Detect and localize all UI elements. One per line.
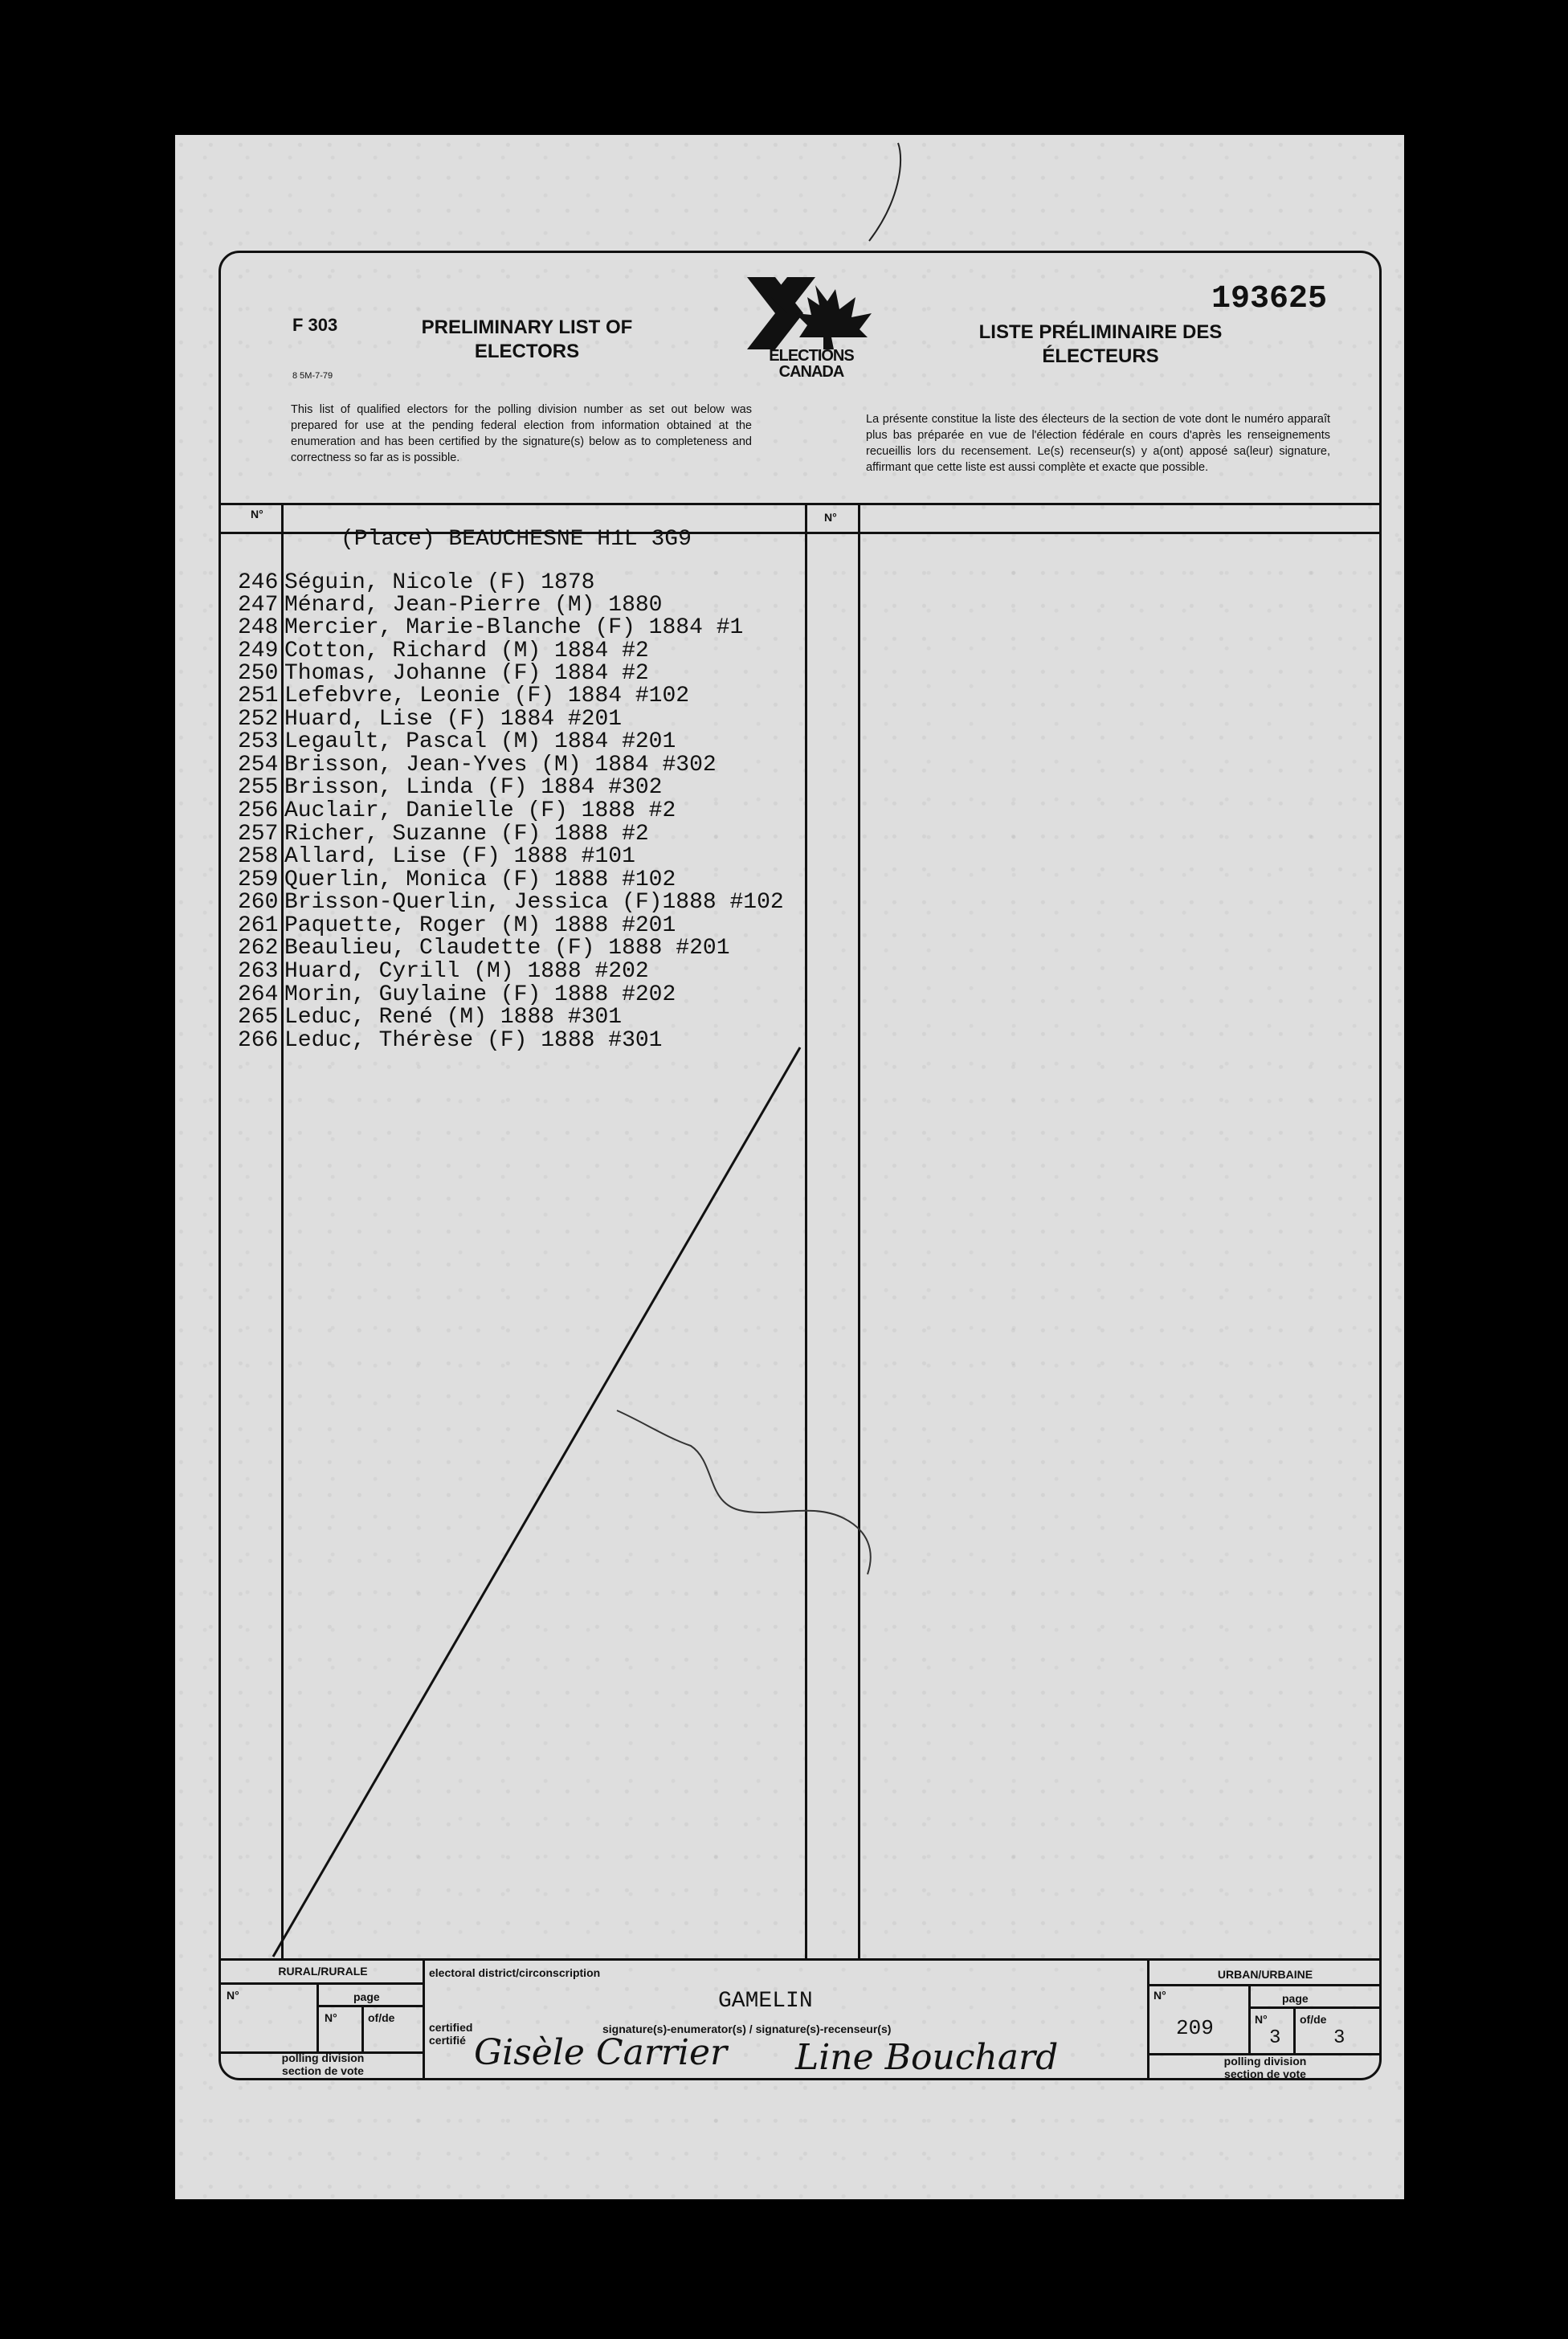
- rural-page-of-label: of/de: [368, 2011, 395, 2024]
- form-code: F 303: [292, 315, 338, 335]
- urban-label-divider: [1147, 1984, 1382, 1986]
- list-item: 252 Huard, Lise (F) 1884 #201: [238, 707, 623, 732]
- rural-page-label: page: [353, 1990, 380, 2003]
- list-item: 262 Beaulieu, Claudette (F) 1888 #201: [238, 936, 730, 961]
- intro-text-en: This list of qualified electors for the polling division number as set out below was prepared for use at the pending federal election from information obtained at the enumeration and has been certified by the signature(s) below as to completeness and correctness so far as is possible.: [291, 403, 752, 464]
- signature-label: signature(s)-enumerator(s) / signature(s)-recenseur(s): [602, 2023, 892, 2035]
- list-item: 251 Lefebvre, Leonie (F) 1884 #102: [238, 684, 690, 708]
- intro-text-fr: La présente constitue la liste des électeurs de la section de vote dont le numéro apparaît plus bas préparée en vue de l'élection fédérale en cours d'après les renseignements recueillis lors du recensement. Le(s) recenseur(s) y a(ont) apposé sa(leur) signature, affirmant que cette liste est aussi complète et exacte que possible.: [866, 413, 1330, 474]
- urban-page-of-value: 3: [1333, 2027, 1345, 2049]
- place-line: (Place) BEAUCHESNE H1L 3G9: [341, 527, 692, 552]
- footer-top-divider: [218, 1958, 1382, 1961]
- col-no-label: N°: [251, 508, 263, 520]
- rural-section-de-vote: section de vote: [282, 2064, 364, 2077]
- rural-label-divider: [218, 1982, 424, 1985]
- title-fr-line1: LISTE PRÉLIMINAIRE DES: [978, 321, 1223, 343]
- rural-label: RURAL/RURALE: [278, 1965, 368, 1978]
- urban-page-no-label: N°: [1255, 2013, 1268, 2026]
- urban-page-no-value: 3: [1269, 2027, 1281, 2049]
- electoral-district-label: electoral district/circonscription: [429, 1966, 601, 1979]
- list-item: 259 Querlin, Monica (F) 1888 #102: [238, 867, 676, 892]
- rural-no-label: N°: [227, 1989, 239, 2002]
- rural-page-rule: [316, 1984, 319, 2051]
- rural-page-no-label: N°: [325, 2011, 337, 2024]
- title-en-line1: PRELIMINARY LIST OF: [421, 316, 633, 338]
- logo-text-line2: CANADA: [778, 363, 844, 381]
- urban-section-de-vote: section de vote: [1224, 2068, 1306, 2080]
- list-item: 261 Paquette, Roger (M) 1888 #201: [238, 913, 676, 938]
- urban-polling-division: polling division: [1223, 2055, 1307, 2068]
- list-item: 257 Richer, Suzanne (F) 1888 #2: [238, 822, 649, 847]
- urban-page-of-rule: [1293, 2008, 1296, 2053]
- urban-page-divider: [1250, 2006, 1382, 2009]
- list-item: 266 Leduc, Thérèse (F) 1888 #301: [238, 1028, 663, 1053]
- certified-label-fr: certifié: [429, 2034, 466, 2047]
- certified-label-en: certified: [429, 2021, 473, 2034]
- list-item: 264 Morin, Guylaine (F) 1888 #202: [238, 982, 676, 1007]
- signature-enumerator-2: Line Bouchard: [795, 2037, 1059, 2078]
- urban-page-of-label: of/de: [1300, 2013, 1327, 2026]
- electoral-district-value: GAMELIN: [718, 1989, 813, 2014]
- urban-no-label: N°: [1154, 1989, 1166, 2002]
- list-item: 265 Leduc, René (M) 1888 #301: [238, 1005, 623, 1030]
- list-item: 249 Cotton, Richard (M) 1884 #2: [238, 639, 649, 663]
- list-item: 255 Brisson, Linda (F) 1884 #302: [238, 775, 663, 800]
- title-fr-line2: ÉLECTEURS: [1042, 345, 1159, 367]
- rural-page-of-rule: [361, 2006, 364, 2051]
- list-item: 247 Ménard, Jean-Pierre (M) 1880: [238, 593, 663, 618]
- print-code: 8 5M-7-79: [292, 371, 333, 381]
- urban-page-rule: [1248, 1986, 1251, 2053]
- list-item: 263 Huard, Cyrill (M) 1888 #202: [238, 959, 649, 984]
- footer-rural-rule: [423, 1958, 425, 2080]
- urban-label: URBAN/URBAINE: [1217, 1968, 1313, 1981]
- logo-text-line1: ELECTIONS: [769, 347, 854, 365]
- list-item: 248 Mercier, Marie-Blanche (F) 1884 #1: [238, 615, 744, 640]
- urban-page-label: page: [1282, 1992, 1309, 2005]
- signature-enumerator-1: Gisèle Carrier: [474, 2032, 728, 2073]
- list-item: 250 Thomas, Johanne (F) 1884 #2: [238, 661, 649, 686]
- serial-number: 193625: [1211, 281, 1328, 317]
- list-item: 246 Séguin, Nicole (F) 1878: [238, 570, 595, 595]
- list-item: 256 Auclair, Danielle (F) 1888 #2: [238, 798, 676, 823]
- col-no-label-right: N°: [824, 511, 837, 524]
- list-item: 258 Allard, Lise (F) 1888 #101: [238, 844, 635, 869]
- list-item: 260 Brisson-Querlin, Jessica (F)1888 #102: [238, 890, 784, 915]
- rural-polling-division: polling division: [281, 2051, 365, 2064]
- list-item: 253 Legault, Pascal (M) 1884 #201: [238, 729, 676, 754]
- rural-page-divider: [318, 2005, 424, 2007]
- list-item: 254 Brisson, Jean-Yves (M) 1884 #302: [238, 753, 717, 778]
- title-en-line2: ELECTORS: [474, 341, 580, 362]
- urban-no-value: 209: [1176, 2016, 1214, 2040]
- footer-urban-rule: [1147, 1958, 1149, 2080]
